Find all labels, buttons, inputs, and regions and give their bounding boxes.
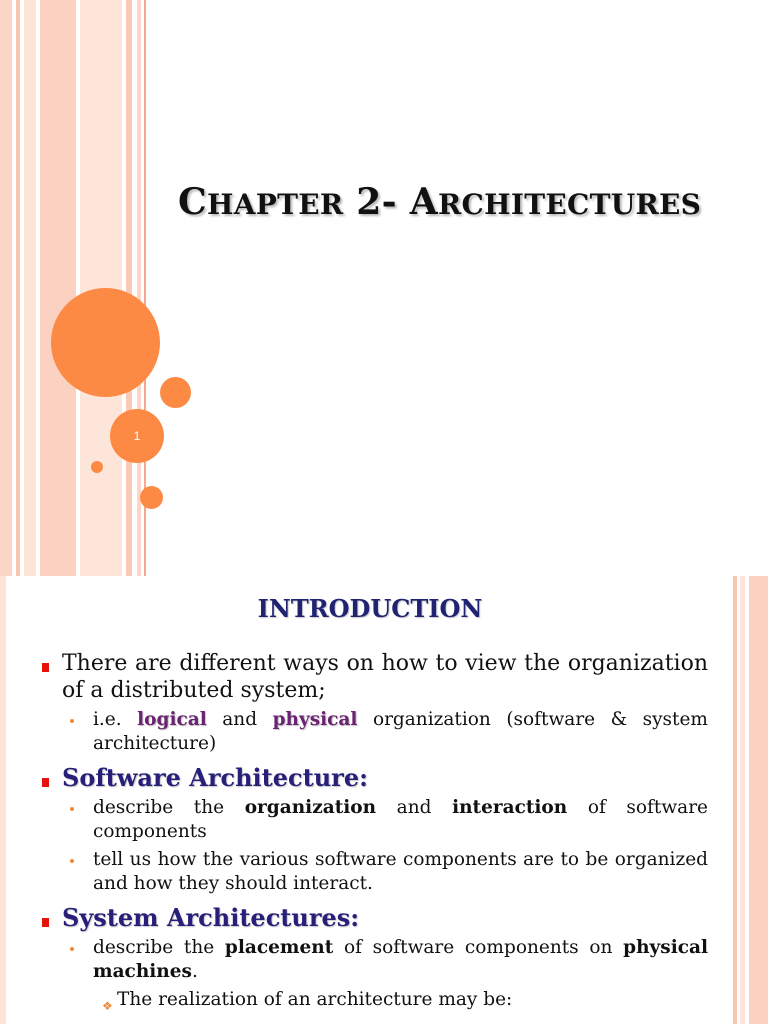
sub-bullet-item: describe the organization and interaction of software components xyxy=(40,796,708,844)
decor-stripe xyxy=(24,0,36,576)
sub-bullet-item: describe the placement of software components on physical machines. xyxy=(40,936,708,984)
decor-stripe xyxy=(0,0,12,576)
decor-stripe xyxy=(733,576,737,1024)
highlight-physical: physical xyxy=(272,709,358,730)
diamond-bullet-icon: ❖ xyxy=(102,999,113,1013)
sub-sub-bullet-item: ❖ The realization of an architecture may be: xyxy=(40,988,708,1012)
slide-title: CHAPTER 2- ARCHITECTURES xyxy=(178,181,702,223)
square-bullet-icon xyxy=(42,778,49,787)
dot-bullet-icon xyxy=(70,807,74,811)
slide-body xyxy=(40,650,708,1012)
decor-circle xyxy=(140,486,163,509)
decor-circle xyxy=(91,461,103,473)
highlight-logical: logical xyxy=(137,709,207,730)
section-heading-software: Software Architecture: xyxy=(40,764,708,792)
bullet-item: There are different ways on how to view the organization of a distributed system; xyxy=(40,650,708,704)
section-heading-system: System Architectures: xyxy=(40,904,708,932)
dot-bullet-icon xyxy=(70,719,74,723)
square-bullet-icon xyxy=(42,663,49,672)
sub-bullet-item: i.e. logical and physical organization (software & system architecture) xyxy=(40,708,708,756)
introduction-slide xyxy=(0,576,768,1024)
decor-stripe xyxy=(16,0,20,576)
decor-stripe xyxy=(740,576,745,1024)
page-number: 1 xyxy=(110,409,164,463)
decor-stripe xyxy=(126,0,132,576)
decor-circle xyxy=(160,377,191,408)
dot-bullet-icon xyxy=(70,859,74,863)
decor-circle xyxy=(51,288,160,397)
sub-bullet-item: tell us how the various software components are to be organized and how they should interact. xyxy=(40,848,708,896)
dot-bullet-icon xyxy=(70,947,74,951)
decor-stripe xyxy=(0,576,6,1024)
decor-stripe xyxy=(137,0,141,576)
slide-heading: INTRODUCTION xyxy=(257,594,483,623)
decor-stripe xyxy=(749,576,768,1024)
decor-stripe xyxy=(40,0,76,576)
square-bullet-icon xyxy=(42,918,49,927)
